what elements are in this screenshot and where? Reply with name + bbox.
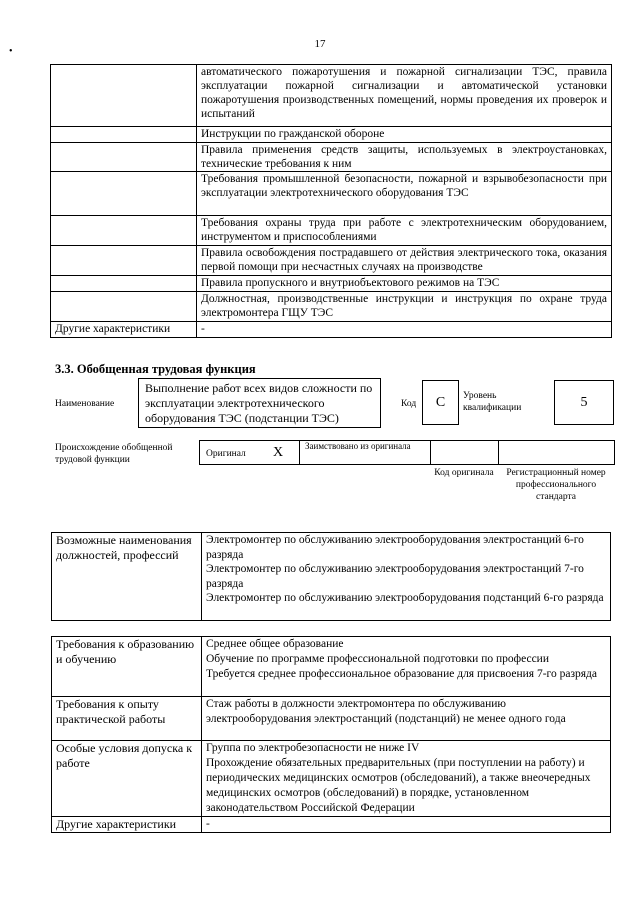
margin-mark: • xyxy=(9,46,13,57)
row-text: - xyxy=(197,322,612,338)
origin-divider xyxy=(498,440,499,465)
positions-label: Возможные наименования должностей, профессий xyxy=(52,533,202,621)
table-row xyxy=(51,276,612,292)
table-row xyxy=(51,127,612,143)
origin-label: Происхождение обобщенной трудовой функции xyxy=(55,443,173,465)
table-row xyxy=(52,697,611,741)
requirement-line: Требуется среднее профессиональное образование для присвоения 7-го разряда xyxy=(206,668,597,680)
row-text: Должностная, производственные инструкции и инструкция по охране труда электромонтера ГЩУ ТЭС xyxy=(197,292,612,322)
level-value: 5 xyxy=(580,394,588,410)
requirement-label: Требования к образованию и обучению xyxy=(52,637,202,697)
row-label xyxy=(51,246,197,276)
table-row xyxy=(52,817,611,833)
code-caption: Код оригинала xyxy=(434,468,494,478)
positions-table xyxy=(51,532,611,621)
origin-divider xyxy=(430,440,431,465)
row-label xyxy=(51,276,197,292)
requirement-line: Стаж работы в должности электромонтера по обслуживанию электрооборудования электростанций (подстанций) не менее одного года xyxy=(206,698,566,725)
row-label xyxy=(51,172,197,216)
row-text: Правила пропускного и внутриобъектового режимов на ТЭС xyxy=(197,276,612,292)
reg-caption: Регистрационный номер профессионального стандарта xyxy=(506,468,606,502)
requirement-text xyxy=(202,697,611,741)
table-row xyxy=(51,216,612,246)
page-number: 17 xyxy=(314,38,326,50)
table-row xyxy=(52,533,611,621)
level-label: Уровень квалификации xyxy=(463,391,522,413)
requirement-line: Прохождение обязательных предварительных (при поступлении на работу) и периодических медицинских осмотров (обследований), а также внеочередных медицинских осмотров (обследований) в порядке, установленном законодательством Российской Федерации xyxy=(206,757,591,814)
table-row xyxy=(52,637,611,697)
code-box xyxy=(422,380,459,425)
original-mark: X xyxy=(273,445,284,460)
position-item: Электромонтер по обслуживанию электрооборудования подстанций 6-го разряда xyxy=(206,592,604,604)
row-label: Другие характеристики xyxy=(51,322,197,338)
requirement-label: Другие характеристики xyxy=(52,817,202,833)
row-label xyxy=(51,143,197,172)
requirement-line: - xyxy=(206,818,210,830)
requirement-label: Особые условия допуска к работе xyxy=(52,741,202,817)
table-row xyxy=(52,741,611,817)
knowledge-table xyxy=(50,64,612,338)
requirement-line: Обучение по программе профессиональной подготовки по профессии xyxy=(206,653,549,665)
positions-list xyxy=(202,533,611,621)
requirement-line: Группа по электробезопасности не ниже IV xyxy=(206,742,420,754)
row-label xyxy=(51,65,197,127)
function-name: Выполнение работ всех видов сложности по эксплуатации электротехнического оборудования ТЭС (подстанции ТЭС) xyxy=(145,381,373,425)
row-text: автоматического пожаротушения и пожарной сигнализации ТЭС, правила эксплуатации пожарной сигнализации и автоматической установки пожаротушения производственных помещений, нормы проведения их проверок и испытаний xyxy=(197,65,612,127)
requirement-text xyxy=(202,637,611,697)
row-text: Правила применения средств защиты, используемых в электроустановках, технические требования к ним xyxy=(197,143,612,172)
code-value: С xyxy=(435,394,446,410)
table-row xyxy=(51,172,612,216)
table-row xyxy=(51,322,612,338)
function-name-box xyxy=(138,378,381,428)
row-text: Требования промышленной безопасности, пожарной и взрывобезопасности при эксплуатации электротехнического оборудования ТЭС xyxy=(197,172,612,216)
requirement-line: Среднее общее образование xyxy=(206,638,344,650)
requirements-table xyxy=(51,636,611,833)
requirement-text xyxy=(202,817,611,833)
row-label xyxy=(51,127,197,143)
row-label xyxy=(51,292,197,322)
original-label: Оригинал xyxy=(206,449,246,459)
row-text: Инструкции по гражданской обороне xyxy=(197,127,612,143)
borrowed-label: Заимствовано из оригинала xyxy=(305,441,411,451)
origin-divider xyxy=(299,440,300,465)
table-row xyxy=(51,292,612,322)
row-text: Правила освобождения пострадавшего от действия электрического тока, оказания первой помощи при несчастных случаях на производстве xyxy=(197,246,612,276)
table-row xyxy=(51,143,612,172)
requirement-label: Требования к опыту практической работы xyxy=(52,697,202,741)
table-row xyxy=(51,246,612,276)
code-label: Код xyxy=(401,399,417,409)
name-label: Наименование xyxy=(55,399,115,409)
level-box xyxy=(554,380,614,425)
section-heading: 3.3. Обобщенная трудовая функция xyxy=(55,362,256,376)
position-item: Электромонтер по обслуживанию электрооборудования электростанций 7-го разряда xyxy=(206,563,584,590)
position-item: Электромонтер по обслуживанию электрооборудования электростанций 6-го разряда xyxy=(206,534,584,561)
row-label xyxy=(51,216,197,246)
row-text: Требования охраны труда при работе с электротехническим оборудованием, инструментом и приспособлениями xyxy=(197,216,612,246)
requirement-text xyxy=(202,741,611,817)
table-row xyxy=(51,65,612,127)
